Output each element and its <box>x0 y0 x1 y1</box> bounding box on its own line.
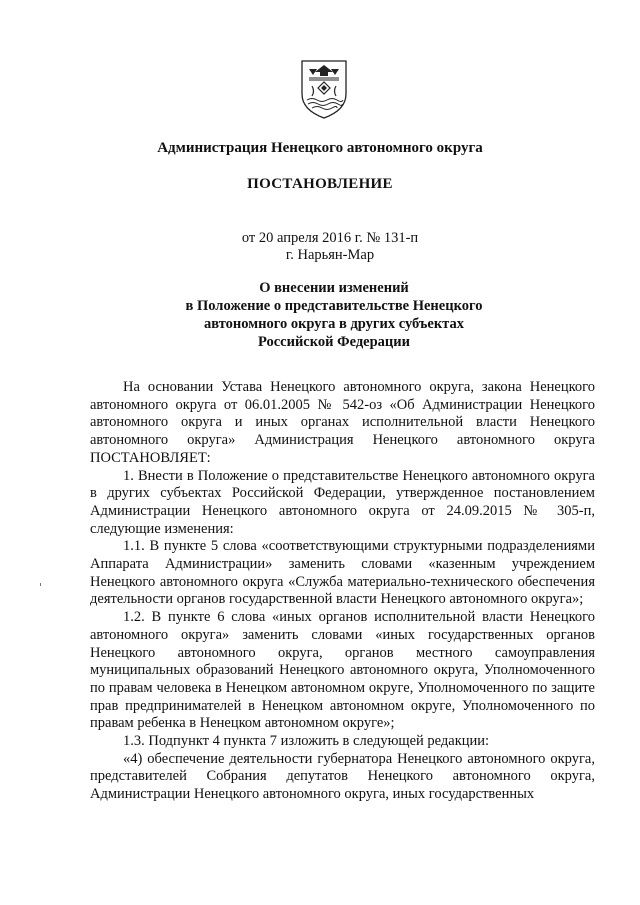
place-of-issue: г. Нарьян-Мар <box>285 247 375 263</box>
subject-line: в Положение о представительстве Ненецкого <box>185 298 483 314</box>
document-subject <box>0 279 640 351</box>
document-meta <box>0 230 640 264</box>
scan-artifact <box>40 583 41 586</box>
paragraph-item-1-2: 1.2. В пункте 6 слова «иных органов исполнительной власти Ненецкого автономного округа» заменить словами «иных государственных органов Ненецкого автономного округа, органов местного самоуправления муниципальных образований Ненецкого автономного округа, Уполномоченного по правам человека в Ненецком автономном округе, Уполномоченного по защите прав предпринимателей в Ненецком автономном округе, Уполномоченного по правам ребенка в Ненецком автономном округе»; <box>90 609 595 732</box>
coat-of-arms-emblem <box>299 58 349 120</box>
subject-line: О внесении изменений <box>259 280 409 296</box>
paragraph-item-1-1: 1.1. В пункте 5 слова «соответствующими структурными подразделениями Аппарата Администрации» заменить словами «казенным учреждением Ненецкого автономного округа «Служба материально-технического обеспечения деятельности органов государственной власти Ненецкого автономного округа»; <box>90 538 595 608</box>
subject-line: автономного округа в других субъектах <box>204 316 464 332</box>
organization-title: Администрация Ненецкого автономного округа <box>157 140 483 156</box>
date-and-number: от 20 апреля 2016 г. № 131-п <box>241 230 419 246</box>
preamble-paragraph: На основании Устава Ненецкого автономного округа, закона Ненецкого автономного округа от 06.01.2005 № 542-оз «Об Администрации Ненецкого автономного округа и иных органах исполнительной власти Ненецкого автономного округа» Администрация Ненецкого автономного округа ПОСТАНОВЛЯЕТ: <box>90 379 595 466</box>
paragraph-item-1: 1. Внести в Положение о представительстве Ненецкого автономного округа в других субъектах Российской Федерации, утвержденное постановлением Администрации Ненецкого автономного округа от 24.09.2015 № 305-п, следующие изменения: <box>90 467 595 537</box>
paragraph-item-1-3: 1.3. Подпункт 4 пункта 7 изложить в следующей редакции: <box>123 733 490 750</box>
document-type-title: ПОСТАНОВЛЕНИЕ <box>247 176 393 192</box>
document-body <box>90 379 595 804</box>
subject-line: Российской Федерации <box>257 334 410 350</box>
paragraph-item-1-3-text: «4) обеспечение деятельности губернатора Ненецкого автономного округа, представителей Собрания депутатов Ненецкого автономного округа, Администрации Ненецкого автономного округа, иных государственных <box>90 750 595 803</box>
